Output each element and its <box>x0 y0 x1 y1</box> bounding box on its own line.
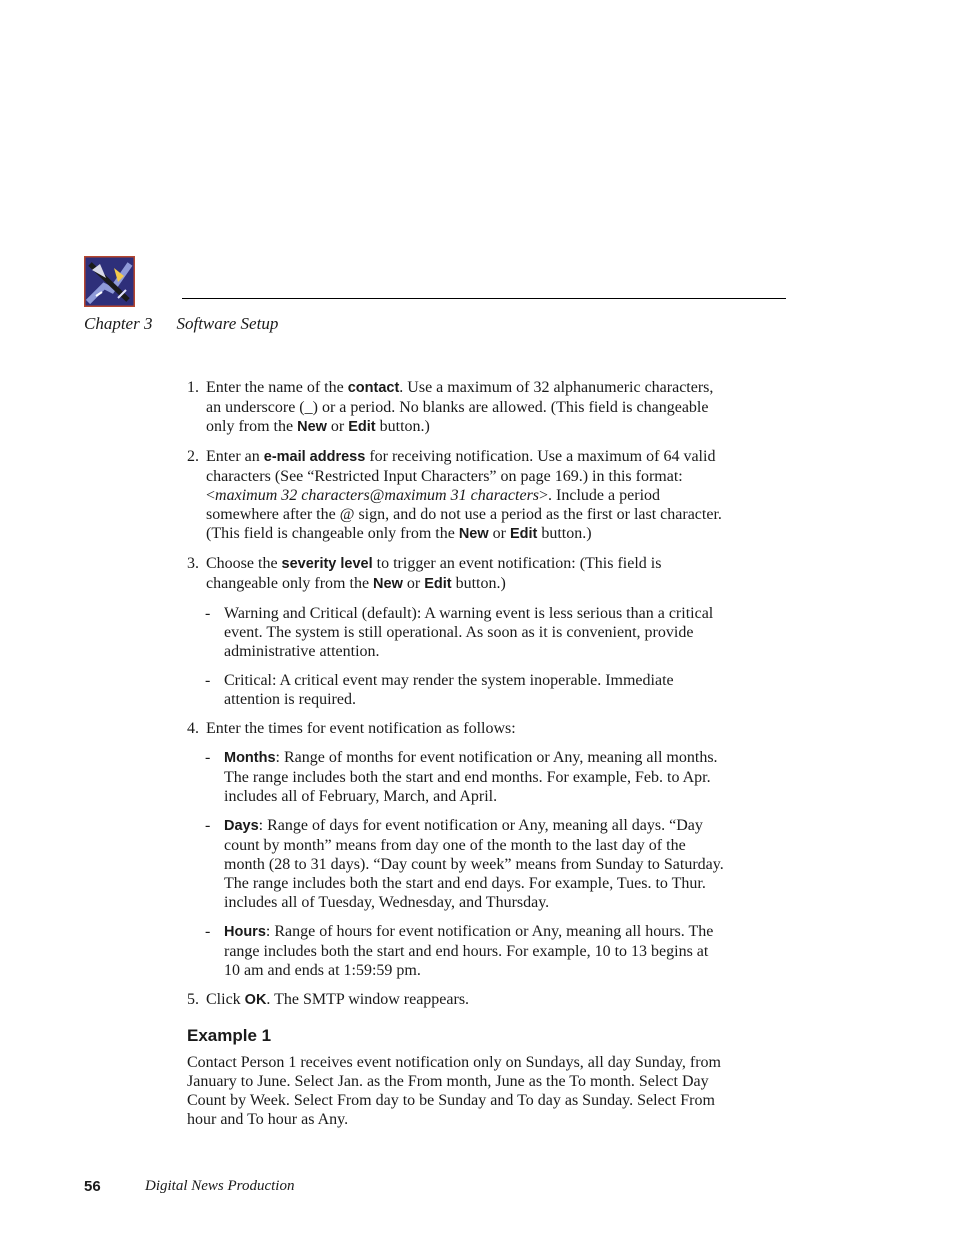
bullet-dash: - <box>205 672 211 689</box>
button-name: Edit <box>424 576 452 592</box>
step-text: button.) <box>537 525 592 542</box>
step-text: Enter the times for event notification as follows: <box>206 720 516 737</box>
step-text: button.) <box>375 418 430 435</box>
option-name: Days <box>224 818 259 834</box>
step-text: Enter the name of the <box>206 379 348 396</box>
step-2 <box>187 447 727 544</box>
step-number: 3. <box>187 555 199 572</box>
step-4 <box>187 719 727 738</box>
step-text: Choose the <box>206 555 282 572</box>
bullet-dash: - <box>205 605 211 622</box>
button-name: Edit <box>509 526 538 542</box>
page-number: 56 <box>84 1178 101 1195</box>
page-content <box>187 378 727 1129</box>
step-number: 2. <box>187 448 199 465</box>
chapter-title: Software Setup <box>176 314 279 333</box>
step-text: . Use a maximum of 32 alphanumeric characters, an underscore (_) or a period. No blanks are allowed. (This field is changeable only from the <box>206 379 714 435</box>
severity-option <box>187 671 727 709</box>
button-name: Edit <box>348 419 376 435</box>
format-text: maximum 32 characters@maximum 31 characters <box>215 487 540 504</box>
step-text: >. Include a period somewhere after the @ sign, and do not use a period as the first or last character. (This field is changeable only from the <box>206 487 722 542</box>
step-number: 5. <box>187 991 199 1008</box>
step-1 <box>187 378 727 437</box>
button-name: OK <box>244 992 267 1008</box>
step-3 <box>187 554 727 594</box>
button-name: New <box>297 419 327 435</box>
step-text: or <box>326 418 349 435</box>
step-number: 4. <box>187 720 199 737</box>
severity-option <box>187 604 727 661</box>
step-text: Enter an <box>206 448 264 465</box>
field-name: severity level <box>281 556 373 572</box>
bullet-dash: - <box>205 923 211 940</box>
chapter-label: Chapter 3 <box>84 314 153 333</box>
step-text: Click <box>206 991 245 1008</box>
step-text: button.) <box>451 575 506 592</box>
option-text: : Range of hours for event notification or Any, meaning all hours. The range includes both the start and end hours. For example, 10 to 13 begins at 10 am and ends at 1:59:59 pm. <box>224 923 714 979</box>
time-option-hours <box>187 922 727 980</box>
step-text: to trigger an event notification: (This field is changeable only from the <box>206 555 662 592</box>
product-logo-icon <box>84 256 135 307</box>
option-text: Critical: A critical event may render the system inoperable. Immediate attention is required. <box>224 672 674 708</box>
step-text: for receiving notification. Use a maximum of 64 valid characters (See “Restricted Input Characters” on page 169.) in this format: < <box>206 448 716 504</box>
step-text: . The SMTP window reappears. <box>266 991 470 1008</box>
option-name: Months <box>224 750 276 766</box>
option-text: : Range of days for event notification or Any, meaning all days. “Day count by month” means from day one of the month to the last day of the month (28 to 31 days). “Day count by week” means from Sunday to Saturday. The range includes both the start and end days. For example, Tues. to Thur. includes all of Tuesday, Wednesday, and Thursday. <box>224 817 724 911</box>
step-5 <box>187 990 727 1010</box>
step-text: or <box>402 575 425 592</box>
step-number: 1. <box>187 379 199 396</box>
option-text: Warning and Critical (default): A warning event is less serious than a critical event. The system is still operational. As soon as it is convenient, provide administrative attention. <box>224 605 714 660</box>
button-name: New <box>373 576 403 592</box>
bullet-dash: - <box>205 749 211 766</box>
book-title: Digital News Production <box>145 1178 295 1194</box>
running-header <box>84 314 278 334</box>
step-text: or <box>488 525 510 542</box>
header-rule <box>182 298 786 299</box>
example-body: Contact Person 1 receives event notification only on Sundays, all day Sunday, from January to June. Select Jan. as the From month, June as the To month. Select Day Count by Week. Select From day to be Sunday and To day as Sunday. Select From hour and To hour as Any. <box>187 1054 721 1128</box>
bullet-dash: - <box>205 817 211 834</box>
option-text: : Range of months for event notification or Any, meaning all months. The range includes both the start and end months. For example, Feb. to Apr. includes all of February, March, and April. <box>224 749 718 805</box>
time-option-days <box>187 816 727 912</box>
option-name: Hours <box>224 924 266 940</box>
button-name: New <box>458 526 489 542</box>
field-name: contact <box>347 380 400 396</box>
example-heading: Example 1 <box>187 1026 272 1045</box>
field-name: e-mail address <box>263 449 366 465</box>
time-option-months <box>187 748 727 806</box>
